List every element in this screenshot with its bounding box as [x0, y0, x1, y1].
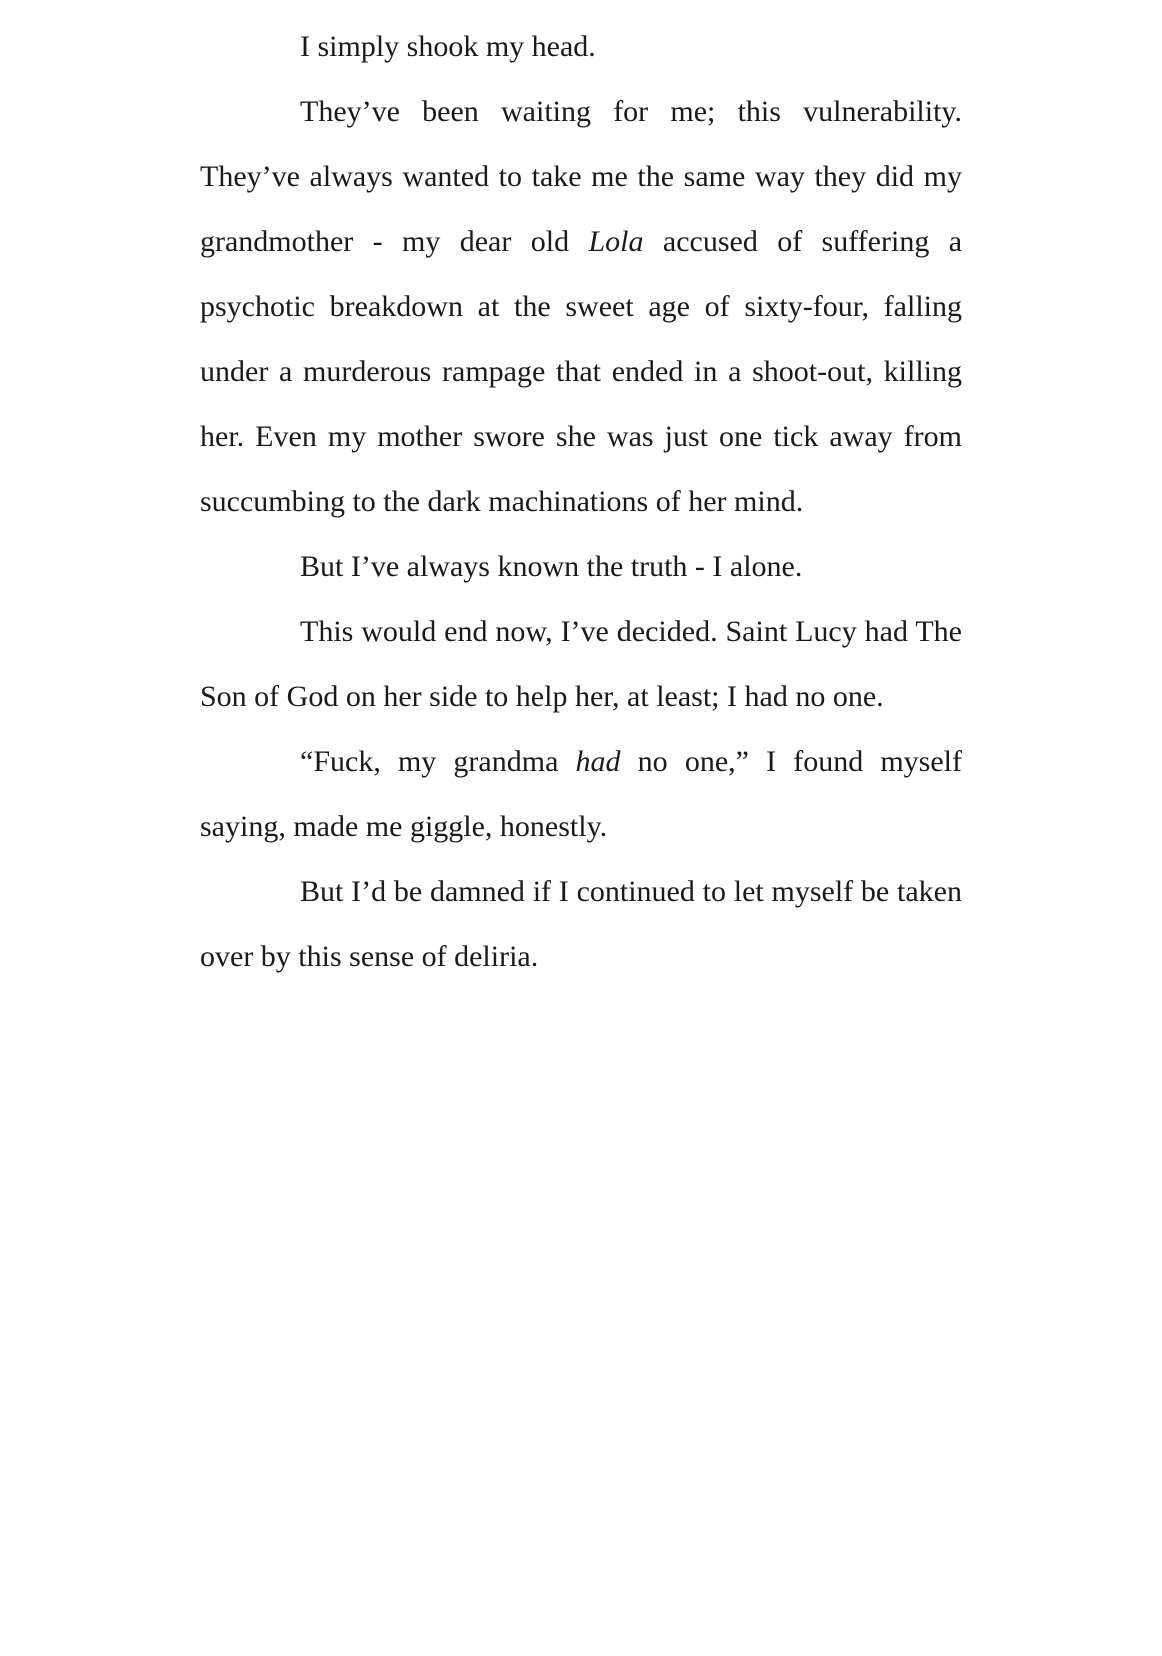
paragraph-text: But I’d be damned if I continued to let myself be taken over by this sense of deliria.	[200, 875, 962, 973]
paragraph	[200, 729, 962, 859]
italic-word: Lola	[588, 225, 644, 258]
paragraph	[200, 79, 962, 534]
text-body	[200, 14, 962, 989]
italic-word: had	[575, 745, 621, 778]
paragraph	[200, 599, 962, 729]
paragraph-text: accused of suffering a psychotic breakdown at the sweet age of sixty-four, falling under a murderous rampage that ended in a shoot-out, killing her. Even my mother swore she was just one tick away from succumbing to the dark machinations of her mind.	[200, 225, 963, 518]
paragraph-text: “Fuck, my grandma	[300, 745, 576, 778]
paragraph-text: no one,” I found myself saying, made me giggle, honestly.	[200, 745, 962, 843]
paragraph	[200, 534, 962, 599]
paragraph	[200, 859, 962, 989]
paragraph-text: This would end now, I’ve decided. Saint Lucy had The Son of God on her side to help her, at least; I had no one.	[200, 615, 962, 713]
paragraph-text: But I’ve always known the truth - I alone.	[300, 550, 803, 583]
paragraph-text: I simply shook my head.	[300, 30, 596, 63]
paragraph	[200, 14, 962, 79]
paragraph-text: They’ve been waiting for me; this vulnerability. They’ve always wanted to take me the same way they did my grandmother - my dear old	[200, 95, 962, 258]
